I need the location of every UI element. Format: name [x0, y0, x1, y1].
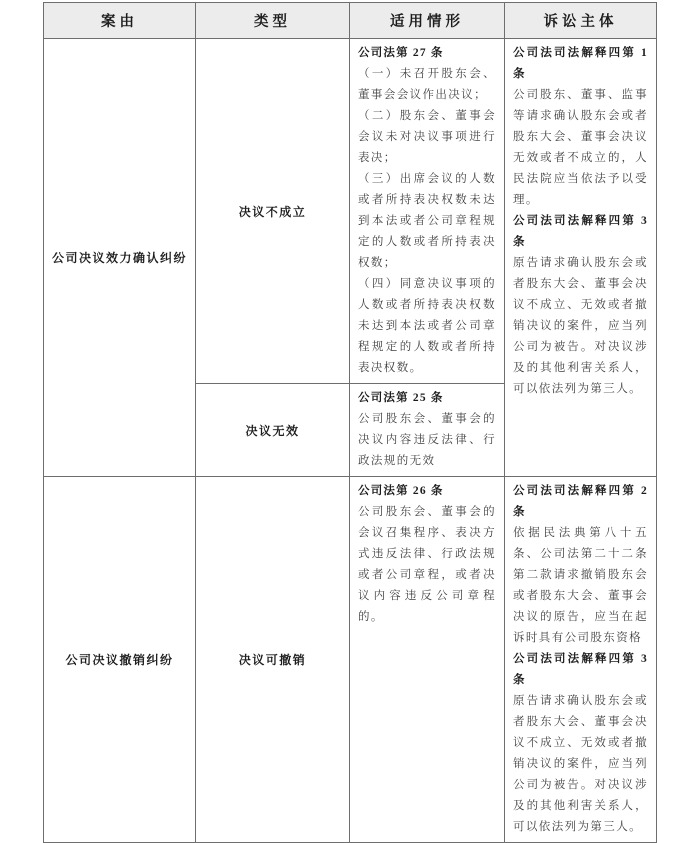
header-applicable-situation: 适用情形 [350, 3, 505, 39]
law-reference-heading: 公司法第 25 条 [358, 392, 444, 404]
law-reference-heading: 公司法司法解释四第 3 条 [513, 653, 648, 686]
law-provision-text: 原告请求确认股东会或者股东大会、董事会决议不成立、无效或者撤销决议的案件，应当列公司为被告。对决议涉及的其他利害关系人，可以依法列为第三人。 [513, 257, 648, 395]
subject-cell-judicial-interpretation-2-3 [505, 477, 657, 843]
law-provision-text: 公司股东、董事、监事等请求确认股东会或者股东大会、董事会决议无效或者不成立的，人民法院应当依法予以受理。 [513, 89, 648, 206]
subject-cell-judicial-interpretation-1-3 [505, 39, 657, 477]
law-reference-heading: 公司法第 27 条 [358, 47, 444, 59]
law-provision-text: （一）未召开股东会、董事会会议作出决议； [358, 68, 496, 101]
type-cell-resolution-invalid: 决议无效 [196, 384, 350, 477]
law-provision-text: 公司股东会、董事会的会议召集程序、表决方式违反法律、行政法规或者公司章程，或者决议内容违反公司章程的。 [358, 506, 496, 623]
type-cell-resolution-revocable: 决议可撤销 [196, 477, 350, 843]
law-provision-text: 依据民法典第八十五条、公司法第二十二条第二款请求撤销股东会或者股东大会、董事会决议的原告，应当在起诉时具有公司股东资格 [513, 527, 648, 644]
row-resolution-not-formed [44, 39, 657, 384]
law-provision-text: （二）股东会、董事会会议未对决议事项进行表决； [358, 110, 496, 164]
header-cause-of-action: 案由 [44, 3, 196, 39]
company-resolution-dispute-table [43, 2, 657, 843]
header-row [44, 3, 657, 39]
law-reference-heading: 公司法司法解释四第 1 条 [513, 47, 648, 80]
header-litigation-subject: 诉讼主体 [505, 3, 657, 39]
situation-cell-article-27 [350, 39, 505, 384]
cause-cell-validity-confirmation: 公司决议效力确认纠纷 [44, 39, 196, 477]
law-provision-text: 原告请求确认股东会或者股东大会、董事会决议不成立、无效或者撤销决议的案件，应当列公司为被告。对决议涉及的其他利害关系人，可以依法列为第三人。 [513, 695, 648, 833]
law-provision-text: 公司股东会、董事会的决议内容违反法律、行政法规的无效 [358, 413, 496, 467]
type-cell-resolution-not-formed: 决议不成立 [196, 39, 350, 384]
law-provision-text: （三）出席会议的人数或者所持表决权数未达到本法或者公司章程规定的人数或者所持表决权数； [358, 173, 496, 269]
law-reference-heading: 公司法第 26 条 [358, 485, 444, 497]
law-reference-heading: 公司法司法解释四第 3 条 [513, 215, 648, 248]
law-provision-text: （四）同意决议事项的人数或者所持表决权数未达到本法或者公司章程规定的人数或者所持表决权数。 [358, 278, 496, 374]
situation-cell-article-25 [350, 384, 505, 477]
situation-cell-article-26 [350, 477, 505, 843]
cause-cell-revocation-dispute: 公司决议撤销纠纷 [44, 477, 196, 843]
row-resolution-revocable [44, 477, 657, 843]
law-reference-heading: 公司法司法解释四第 2 条 [513, 485, 648, 518]
header-type: 类型 [196, 3, 350, 39]
